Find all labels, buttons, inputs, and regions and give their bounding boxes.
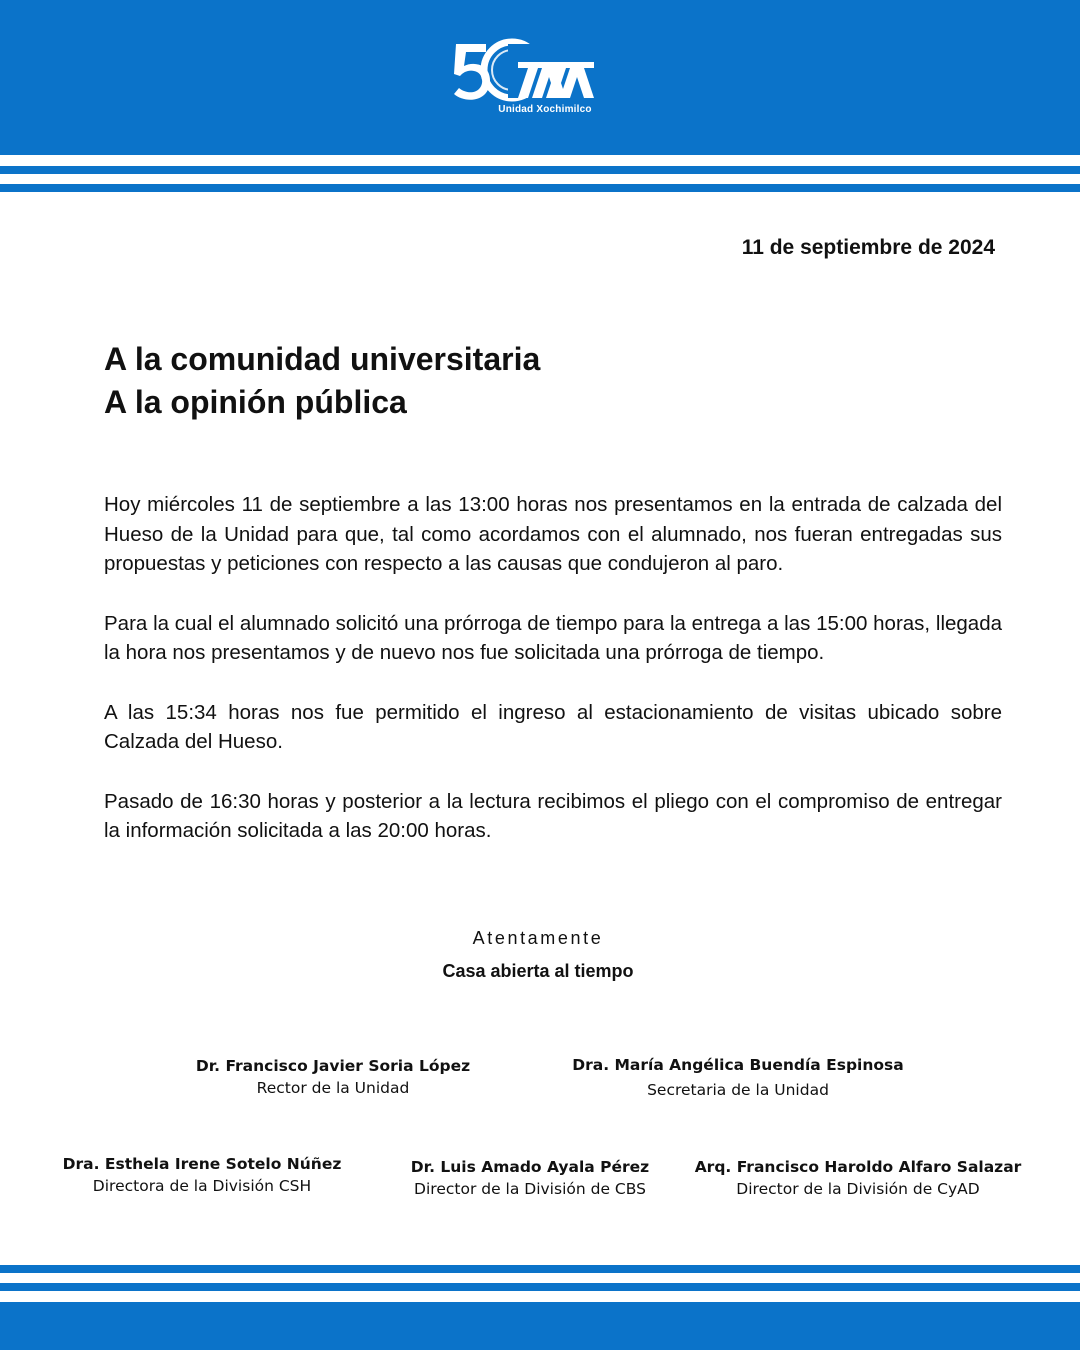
institution-motto: Casa abierta al tiempo <box>442 961 634 981</box>
signatory-role: Director de la División de CBS <box>414 1180 646 1198</box>
body-paragraph: Hoy miércoles 11 de septiembre a las 13:00 horas nos presentamos en la entrada de calzada del Hueso de la Unidad para que, tal como acordamos con el alumnado, nos fueran entregadas sus propuestas y peticiones con respecto a las causas que condujeron al paro. <box>104 493 1002 575</box>
signatory <box>173 1055 493 1099</box>
signatory <box>553 1054 923 1101</box>
body-paragraph: A las 15:34 horas nos fue permitido el ingreso al estacionamiento de visitas ubicado sobre Calzada del Hueso. <box>104 700 1002 753</box>
header-stripe <box>0 184 1080 192</box>
uam-50-logo <box>448 36 624 122</box>
closing-greeting: Atentamente <box>472 928 604 948</box>
signatory <box>42 1153 362 1197</box>
signatory-role: Director de la División de CyAD <box>736 1180 980 1198</box>
footer-stripe <box>0 1265 1080 1273</box>
signatory-name: Dra. Esthela Irene Sotelo Núñez <box>62 1155 342 1173</box>
signatory-role: Directora de la División CSH <box>92 1177 312 1195</box>
body-paragraph: Pasado de 16:30 horas y posterior a la lectura recibimos el pliego con el compromiso de entregar la información solicitada a las 20:00 horas. <box>104 789 1002 842</box>
document-date: 11 de septiembre de 2024 <box>741 236 995 259</box>
header-stripe <box>0 166 1080 174</box>
signatory <box>380 1156 680 1200</box>
signatory <box>680 1156 1036 1200</box>
body-paragraph: Para la cual el alumnado solicitó una prórroga de tiempo para la entrega a las 15:00 horas, llegada la hora nos presentamos y de nuevo nos fue solicitada una prórroga de tiempo. <box>104 611 1002 664</box>
recipient-line: A la opinión pública <box>104 384 407 420</box>
recipients-block <box>104 338 540 424</box>
signatory-name: Dr. Francisco Javier Soria López <box>195 1057 471 1075</box>
signatory-role: Rector de la Unidad <box>256 1079 410 1097</box>
header-band <box>0 0 1080 155</box>
recipient-line: A la comunidad universitaria <box>104 341 541 377</box>
signatory-name: Arq. Francisco Haroldo Alfaro Salazar <box>694 1158 1022 1176</box>
signatory-name: Dr. Luis Amado Ayala Pérez <box>410 1158 650 1176</box>
logo-caption: Unidad Xochimilco <box>498 104 592 115</box>
footer-band <box>0 1302 1080 1350</box>
footer-stripe <box>0 1283 1080 1291</box>
signatory-role: Secretaria de la Unidad <box>647 1081 829 1099</box>
closing-block <box>0 926 1076 983</box>
statement-body <box>104 490 1002 876</box>
signatory-name: Dra. María Angélica Buendía Espinosa <box>572 1056 904 1074</box>
